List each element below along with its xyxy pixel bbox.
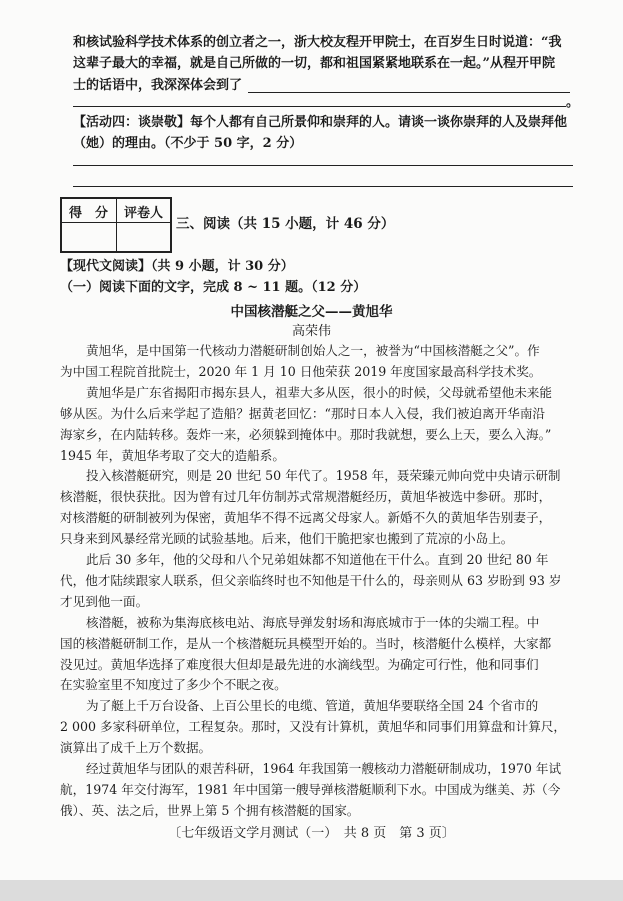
part-one-instruction: （一）阅读下面的文字，完成 8 ~ 11 题。（12 分） xyxy=(60,280,367,295)
activity4-line-2: （她）的理由。（不少于 50 字，2 分） xyxy=(73,136,303,151)
article-line: 国的核潜艇研制工作，是从一个核潜艇玩具模型开始的。当时，核潜艇什么模样，大家都 xyxy=(60,635,552,651)
activity3-line-2: 这辈子最大的幸福，就是自己所做的一切，都和祖国紧紧地联系在一起。”从程开甲院 xyxy=(73,56,555,71)
activity3-period: 。 xyxy=(566,95,580,110)
article-line: 此后 30 多年，他的父母和八个兄弟姐妹都不知道他在干什么。直到 20 世纪 80 年 xyxy=(86,552,549,567)
article-line: 经过黄旭华与团队的艰苦科研，1964 年我国第一艘核动力潜艇研制成功，1970 年试 xyxy=(86,761,562,776)
article-line: 1945 年，黄旭华考取了交大的造船系。 xyxy=(60,447,285,463)
article-line: 够从医。为什么后来学起了造船？据黄老回忆：“那时日本人入侵，我们被迫离开华南沿 xyxy=(60,405,546,421)
article-line: 代，他才陆续跟家人联系，但父亲临终时也不知他是干什么的，母亲则从 63 岁盼到 93 岁 xyxy=(60,572,562,588)
score-box xyxy=(60,197,172,253)
article-line: 核潜艇，很快获批。因为曾有过几年仿制苏式常规潜艇经历，黄旭华被选中参研。那时， xyxy=(60,489,552,505)
article-line: 在实验室里不知度过了多少个不眠之夜。 xyxy=(60,677,287,693)
modern-reading-heading: 【现代文阅读】（共 9 小题，计 30 分） xyxy=(60,259,294,274)
article-line: 核潜艇，被称为集海底核电站、海底导弹发射场和海底城市于一体的尖端工程。中 xyxy=(86,614,540,630)
article-line: 航，1974 年交付海军，1981 年中国第一艘导弹核潜艇顺利下水。中国成为继美、苏（今 xyxy=(60,781,561,797)
answer-line-activity4-a xyxy=(73,165,573,166)
article-line: 演算出了成千上万个数据。 xyxy=(60,740,212,756)
article-author: 高荣伟 xyxy=(291,324,331,339)
scan-bottom-margin xyxy=(0,880,623,901)
article-line: 为中国工程院首批院士，2020 年 1 月 10 日他荣获 2019 年度国家最高科学技术奖。 xyxy=(60,363,542,379)
article-line: 海家乡，在内陆转移。轰炸一来，必须躲到掩体中。那时我就想，要么上天，要么入海。” xyxy=(60,426,552,442)
score-label: 得 分 xyxy=(69,206,109,221)
activity3-line-3: 士的话语中，我深深体会到了 xyxy=(73,78,243,93)
article-line: 没见过。黄旭华选择了难度很大但却是最先进的水滴线型。为确定可行性，他和同事们 xyxy=(60,656,539,672)
article-line: 黄旭华，是中国第一代核动力潜艇研制创始人之一，被誉为“中国核潜艇之父”。作 xyxy=(86,343,540,358)
activity4-line-1: 【活动四：谈崇敬】每个人都有自己所景仰和崇拜的人。请谈一谈你崇拜的人及崇拜他 xyxy=(73,115,568,130)
score-box-divider xyxy=(116,199,117,251)
article-line: 俄）、英、法之后，世界上第 5 个拥有核潜艇的国家。 xyxy=(60,802,360,818)
article-title: 中国核潜艇之父——黄旭华 xyxy=(230,304,393,320)
answer-line-activity4-b xyxy=(73,186,573,187)
page-footer: 〔七年级语文学月测试（一） 共 8 页 第 3 页〕 xyxy=(168,826,455,841)
answer-line-activity3-a xyxy=(248,92,570,93)
article-line: 才见到他一面。 xyxy=(60,593,149,609)
grader-label: 评卷人 xyxy=(124,206,164,221)
article-line: 只身来到风暴经常光顾的试验基地。后来，他们干脆把家也搬到了荒凉的小岛上。 xyxy=(60,531,514,547)
article-line: 对核潜艇的研制被列为保密，黄旭华不得不远离父母家人。新婚不久的黄旭华告别妻子， xyxy=(60,510,552,526)
article-line: 2 000 多家科研单位，工程复杂。那时，又没有计算机，黄旭华和同事们用算盘和计算尺， xyxy=(60,719,567,735)
answer-line-activity3-b xyxy=(73,106,566,107)
section-title: 三、阅读（共 15 小题，计 46 分） xyxy=(176,216,395,232)
activity3-line-1: 和核试验科学技术体系的创立者之一，浙大校友程开甲院士，在百岁生日时说道：“我 xyxy=(73,35,562,50)
article-line: 为了艇上千万台设备、上百公里长的电缆、管道，黄旭华要联络全国 24 个省市的 xyxy=(86,698,539,714)
article-line: 黄旭华是广东省揭阳市揭东县人，祖辈大多从医，很小的时候，父母就希望他未来能 xyxy=(86,384,552,400)
article-line: 投入核潜艇研究，则是 20 世纪 50 年代了。1958 年，聂荣臻元帅向党中央请示研制 xyxy=(86,468,561,484)
